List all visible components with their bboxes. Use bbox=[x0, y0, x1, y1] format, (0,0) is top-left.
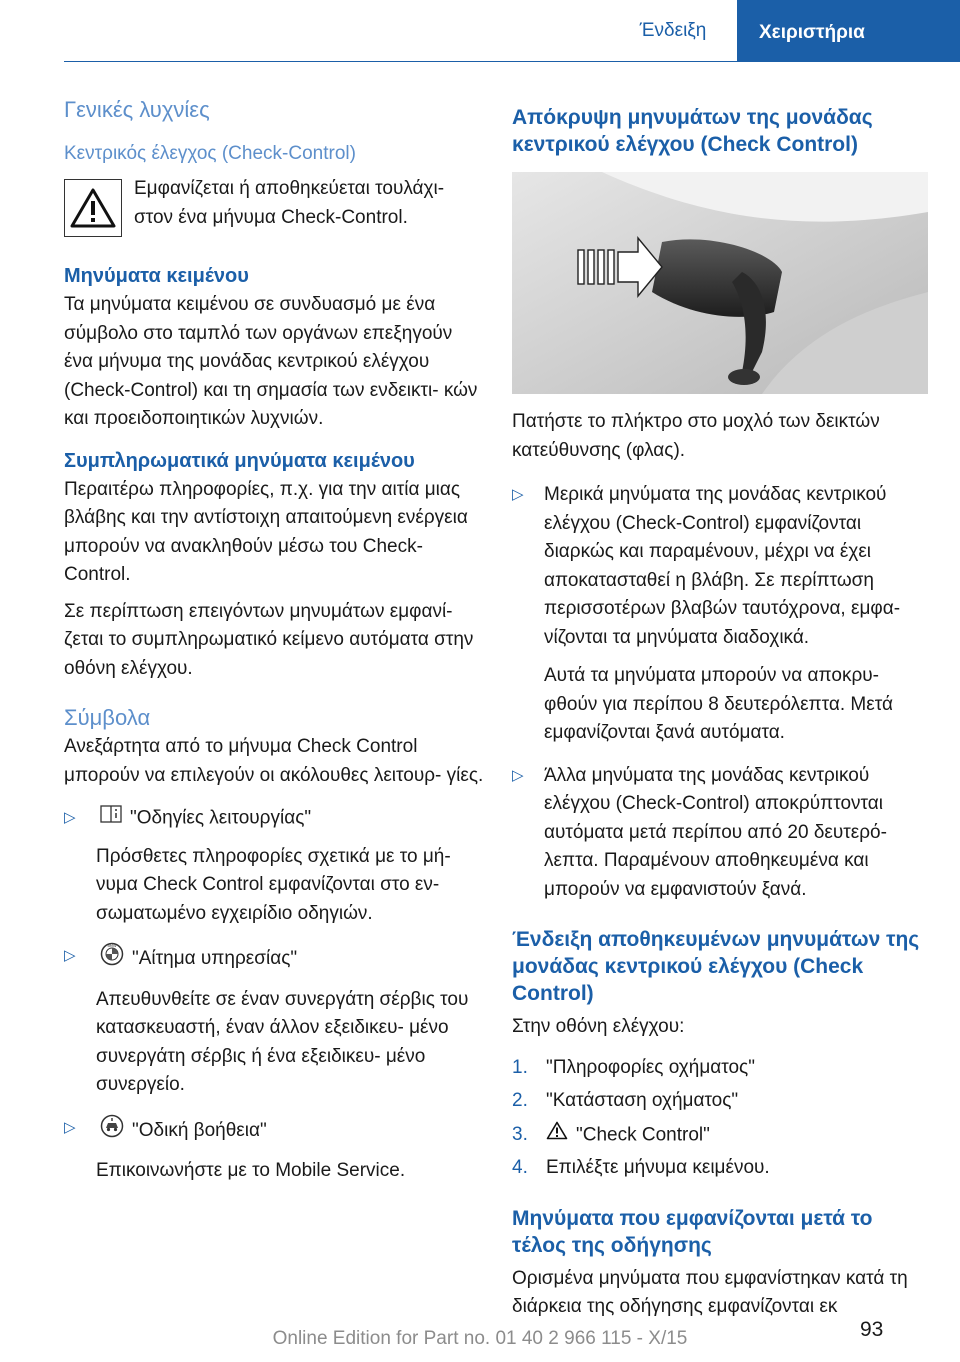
list-item bbox=[512, 1154, 932, 1183]
step-number: 4. bbox=[512, 1157, 528, 1179]
bullet-text: Μερικά μηνύματα της μονάδας κεντρικού ελέγχου (Check-Control) εμφανίζονται διαρκώς και παραμένουν, μέχρι να έχει αποκατασταθεί η βλάβη. Σε περίπτωση περισσοτέρων βλαβών ταυτόχρονα, εμφα- νίζονται τα μηνύματα διαδοχικά. bbox=[544, 484, 901, 648]
symbols-paragraph: Ανεξάρτητα από το μήνυμα Check Control μπορούν να επιλεγούν οι ακόλουθες λειτουρ- γίες. bbox=[64, 736, 484, 786]
bullet-text: Πρόσθετες πληροφορίες σχετικά με το μή- νυμα Check Control εμφανίζονται στο εν- σωματωμένο εγχειρίδιο οδηγιών. bbox=[96, 845, 451, 924]
header-divider bbox=[64, 61, 960, 62]
heading-text-messages: Μηνύματα κειμένου bbox=[64, 265, 249, 287]
supplementary-paragraph-2: Σε περίπτωση επειγόντων μηνυμάτων εμφανί- ζεται το συμπληρωματικό κείμενο αυτόματα στην οθόνη ελέγχου. bbox=[64, 600, 474, 679]
text-messages-paragraph: Τα μηνύματα κειμένου σε συνδυασμό με ένα σύμβολο στο ταμπλό των οργάνων επεξηγούν ένα μήνυμα της μονάδας κεντρικού ελέγχου (Check-Control) και τη σημασία των ενδεικτι- κών και προειδοποιητικών λυχνιών. bbox=[64, 294, 478, 429]
bullet-title: "Αίτημα υπηρεσίας" bbox=[132, 948, 298, 970]
step-text: "Κατάσταση οχήματος" bbox=[546, 1090, 739, 1111]
page-number: 93 bbox=[860, 1318, 884, 1341]
tab-controls[interactable]: Χειριστήρια bbox=[737, 0, 960, 62]
bullet-text: Αυτά τα μηνύματα μπορούν να αποκρυ- φθούν για περίπου 8 δευτερόλεπτα. Μετά εμφανίζονται ξανά αυτόματα. bbox=[544, 665, 893, 743]
right-column bbox=[512, 104, 932, 1322]
press-instruction: Πατήστε το πλήκτρο στο μοχλό των δεικτών κατεύθυνσης (φλας). bbox=[512, 411, 880, 461]
heading-stored-messages: Ένδειξη αποθηκευμένων μηνυμάτων της μονάδας κεντρικού ελέγχου (Check Control) bbox=[512, 928, 920, 1005]
left-column bbox=[64, 95, 484, 1186]
bmw-logo-icon bbox=[100, 942, 124, 976]
list-item bbox=[512, 762, 932, 905]
section-title: Γενικές λυχνίες bbox=[64, 97, 210, 122]
warning-triangle-icon bbox=[546, 1121, 568, 1150]
bullet-arrow-icon: ▷ bbox=[512, 766, 524, 784]
heading-after-driving: Μηνύματα που εμφανίζονται μετά το τέλος της οδήγησης bbox=[512, 1206, 873, 1257]
tab-display[interactable]: Ένδειξη bbox=[639, 20, 707, 41]
list-item bbox=[64, 1114, 484, 1186]
bullet-text: Άλλα μηνύματα της μονάδας κεντρικού ελέγχου (Check-Control) αποκρύπτονται αυτόματα μετά περίπου από 20 δευτερό- λεπτα. Παραμένουν αποθηκευμένα και μπορούν να εμφανιστούν ξανά. bbox=[544, 764, 887, 900]
list-item bbox=[64, 804, 484, 928]
heading-symbols: Σύμβολα bbox=[64, 705, 151, 730]
bullet-text: Επικοινωνήστε με το Mobile Service. bbox=[96, 1160, 406, 1182]
step-number: 2. bbox=[512, 1090, 528, 1111]
bullet-title: "Οδική βοήθεια" bbox=[132, 1119, 267, 1141]
roadside-assistance-icon bbox=[100, 1114, 124, 1148]
book-icon bbox=[100, 804, 122, 833]
subsection-title: Κεντρικός έλεγχος (Check-Control) bbox=[64, 143, 356, 164]
heading-hide-messages: Απόκρυψη μηνυμάτων της μονάδας κεντρικού ελέγχου (Check Control) bbox=[512, 106, 873, 156]
page-header bbox=[0, 0, 960, 62]
warning-text: Εμφανίζεται ή αποθηκεύεται τουλάχι- στον ένα μήνυμα Check-Control. bbox=[134, 178, 445, 228]
svg-text:BMW: BMW bbox=[107, 944, 117, 949]
list-item bbox=[64, 942, 484, 1100]
bullet-text: Απευθυνθείτε σε έναν συνεργάτη σέρβις του κατασκευαστή, έναν άλλον εξειδικευ- μένο συνεργάτη σέρβις ή ένα εξειδικευ- μένο συνεργείο. bbox=[96, 988, 469, 1096]
footer-edition: Online Edition for Part no. 01 40 2 966 115 - X/15 bbox=[272, 1328, 688, 1349]
step-text: "Check Control" bbox=[576, 1123, 710, 1145]
bullet-arrow-icon: ▷ bbox=[64, 947, 76, 965]
list-item bbox=[512, 1121, 932, 1150]
bullet-arrow-icon: ▷ bbox=[64, 809, 76, 826]
list-item bbox=[512, 1087, 932, 1116]
bullet-title: "Οδηγίες λειτουργίας" bbox=[130, 807, 312, 829]
on-screen-label: Στην οθόνη ελέγχου: bbox=[512, 1016, 685, 1037]
warning-triangle-icon bbox=[64, 179, 122, 237]
bullet-arrow-icon: ▷ bbox=[512, 486, 524, 503]
step-number: 1. bbox=[512, 1056, 528, 1078]
list-item bbox=[512, 481, 932, 748]
heading-supplementary-messages: Συμπληρωματικά μηνύματα κειμένου bbox=[64, 449, 415, 472]
after-driving-paragraph: Ορισμένα μηνύματα που εμφανίστηκαν κατά τη διάρκεια της οδήγησης εμφανίζονται εκ bbox=[512, 1267, 908, 1318]
warning-note bbox=[64, 175, 484, 237]
supplementary-paragraph-1: Περαιτέρω πληροφορίες, π.χ. για την αιτία μιας βλάβης και την αντίστοιχη απαιτούμενη ενέργεια μπορούν να ανακληθούν μέσω του Check-Control. bbox=[64, 478, 468, 585]
step-text: "Πληροφορίες οχήματος" bbox=[546, 1056, 755, 1078]
step-number: 3. bbox=[512, 1123, 528, 1145]
turn-signal-lever-image bbox=[512, 172, 928, 394]
step-text: Επιλέξτε μήνυμα κειμένου. bbox=[546, 1157, 770, 1179]
list-item bbox=[512, 1054, 932, 1083]
bullet-arrow-icon: ▷ bbox=[64, 1118, 76, 1136]
